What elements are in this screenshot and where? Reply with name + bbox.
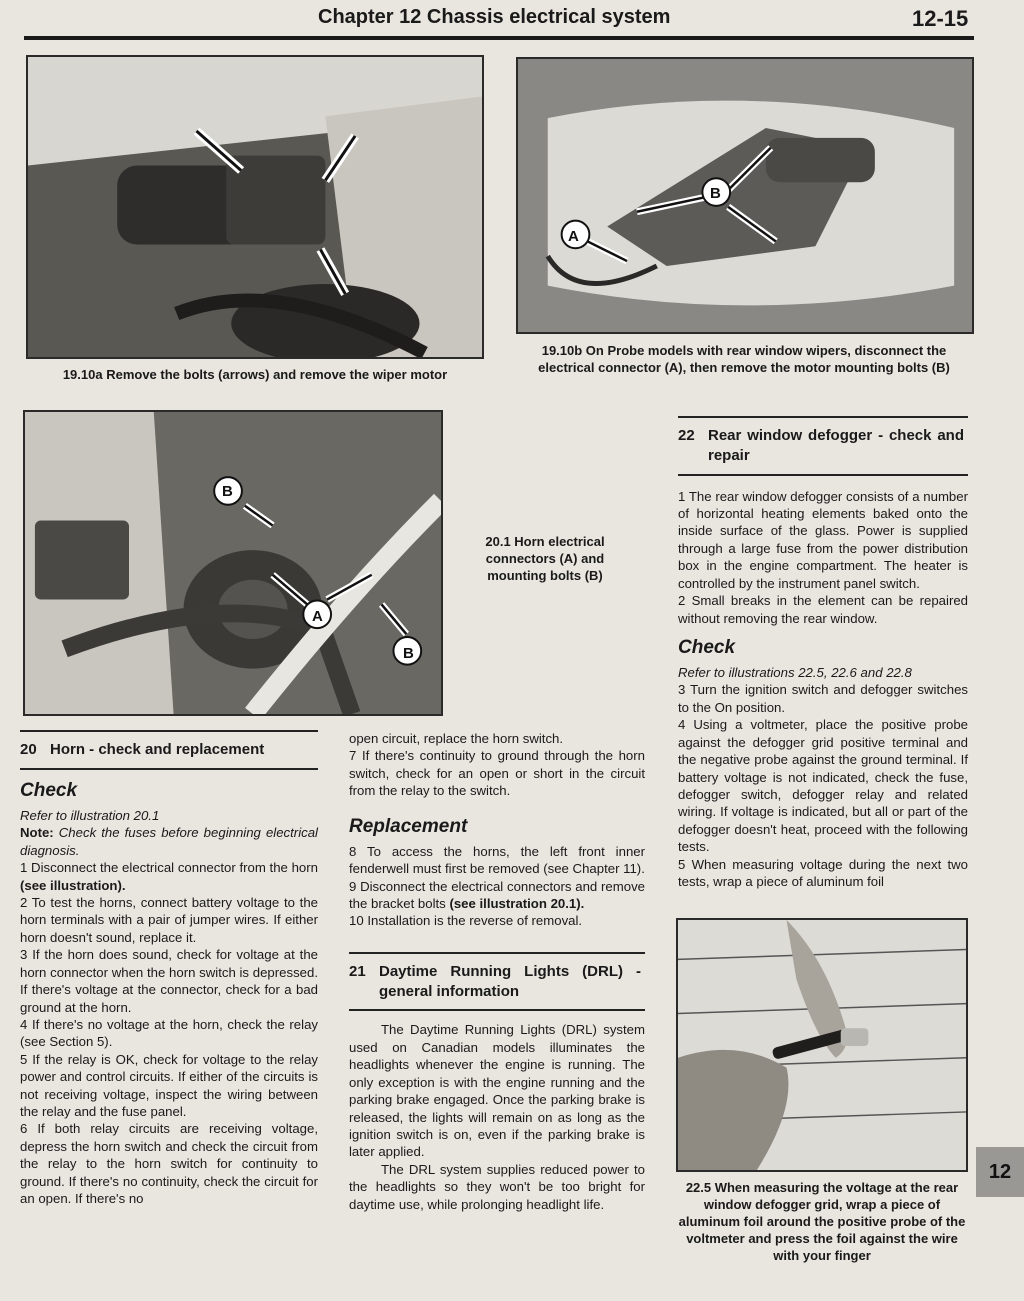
section-number: 20 (20, 741, 37, 758)
section-22-heading (678, 416, 968, 476)
step-1: 1 Disconnect the electrical connector from the horn (see illustration). (20, 860, 318, 893)
step-3: 3 If the horn does sound, check for voltage at the horn connector when the horn switch is depressed. If there's voltage at the connector, check for a bad ground at the horn. (20, 947, 318, 1015)
section-title: Daytime Running Lights (DRL) - general information (379, 962, 641, 1000)
section-number: 22 (678, 427, 695, 444)
check-heading: Check (20, 779, 78, 801)
caption-20-1: 20.1 Horn electrical connectors (A) and mounting bolts (B) (485, 534, 605, 583)
column-2 (349, 730, 645, 1213)
drl-paragraph-2: The DRL system supplies reduced power to the headlights so they won't be too bright for daytime use, while prolonging headlight life. (349, 1161, 645, 1212)
defogger-step-4: 4 Using a voltmeter, place the positive probe against the defogger grid positive terminal and the negative probe against the ground terminal. If battery voltage is not indicated, check the fuse, defogger switch, defogger relay and related wiring. If voltage is indicated, but all or part of the defogger doesn't heat, proceed with the following tests. (678, 717, 968, 855)
chapter-title: Chapter 12 Chassis electrical system (318, 6, 671, 28)
chapter-tab: 12 (976, 1147, 1024, 1197)
caption-22-5: 22.5 When measuring the voltage at the rear window defogger grid, wrap a piece of aluminum foil around the positive probe of the voltmeter and press the foil against the wire with your finger (678, 1180, 966, 1263)
step-4: 4 If there's no voltage at the horn, check the relay (see Section 5). (20, 1016, 318, 1050)
defogger-step-1: 1 The rear window defogger consists of a number of horizontal heating elements baked onto the inside surface of the glass. Power is supplied through a large fuse from the power distribution box in the engine compartment. The heater is controlled by the instrument panel switch. (678, 488, 968, 591)
step-8: 8 To access the horns, the left front inner fenderwell must first be removed (see Chapter 11). (349, 843, 645, 877)
callout-a: A (312, 608, 323, 625)
column-1 (20, 730, 318, 1208)
step-6-continued: open circuit, replace the horn switch. (349, 731, 564, 746)
header-rule (24, 36, 974, 40)
note: Note: Check the fuses before beginning electrical diagnosis. (20, 825, 318, 858)
photo-horn (23, 410, 443, 716)
callout-a: A (568, 228, 579, 245)
defogger-step-3: 3 Turn the ignition switch and defogger switches to the On position. (678, 682, 968, 715)
step-10: 10 Installation is the reverse of removal. (349, 913, 583, 929)
step-2: 2 To test the horns, connect battery voltage to the horn terminals with a pair of jumper wires. If either horn doesn't sound, replace it. (20, 894, 318, 945)
callout-b: B (710, 185, 721, 202)
section-20-heading (20, 730, 318, 770)
step-9: 9 Disconnect the electrical connectors and remove the bracket bolts (see illustration 20.1). (349, 878, 645, 912)
section-21-heading (349, 952, 645, 1012)
caption-19-10b: 19.10b On Probe models with rear window wipers, disconnect the electrical connector (A), then remove the motor mounting bolts (B) (538, 343, 950, 375)
step-7: 7 If there's continuity to ground through the horn switch, check for an open or short in the circuit from the relay to the switch. (349, 748, 645, 799)
callout-b-upper: B (222, 483, 233, 500)
section-number: 21 (349, 962, 366, 980)
photo-rear-wiper-motor (516, 57, 974, 334)
column-3 (678, 416, 968, 891)
defogger-step-2: 2 Small breaks in the element can be repaired without removing the rear window. (678, 593, 968, 626)
check-reference: Refer to illustrations 22.5, 22.6 and 22.8 (678, 665, 912, 681)
caption-19-10a: 19.10a Remove the bolts (arrows) and remove the wiper motor (62, 367, 448, 382)
step-6: 6 If both relay circuits are receiving voltage, depress the horn switch and check the circuit from the relay to the horn switch for continuity to ground. If there's no continuity, check the circuit for an open. If there's no (20, 1121, 318, 1207)
section-title: Horn - check and replacement (50, 741, 265, 758)
page-number: 12-15 (912, 6, 969, 31)
photo-defogger-probe (676, 918, 968, 1172)
photo-wiper-motor (26, 55, 484, 359)
check-heading: Check (678, 636, 736, 658)
section-title: Rear window defogger - check and repair (708, 427, 964, 464)
step-5: 5 If the relay is OK, check for voltage to the relay power and control circuits. If either of the circuits is not receiving voltage, inspect the wiring between the relay and the fuse panel. (20, 1051, 318, 1120)
replacement-heading: Replacement (349, 815, 468, 837)
drl-paragraph-1: The Daytime Running Lights (DRL) system used on Canadian models illuminates the headlights whenever the engine is running. The only exception is with the engine running and the parking brake engaged. Once the parking brake is released, the lights will remain on as long as the ignition switch is on, even if the parking brake is later applied. (349, 1022, 645, 1160)
check-reference: Refer to illustration 20.1 (20, 807, 160, 823)
defogger-step-5: 5 When measuring voltage during the next two tests, wrap a piece of aluminum foil (678, 856, 968, 890)
callout-b-lower: B (403, 645, 414, 662)
